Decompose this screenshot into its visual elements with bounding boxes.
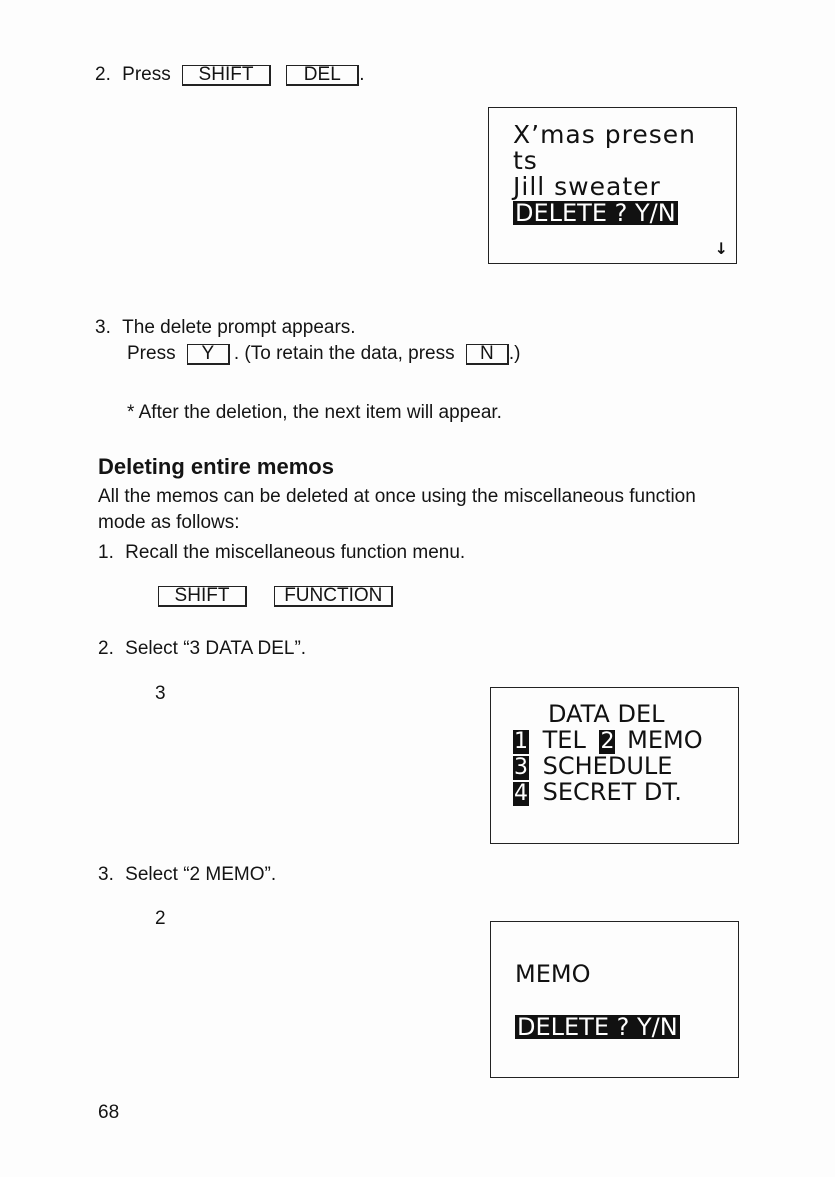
lcd-line-3: Jill sweater xyxy=(513,172,661,201)
step-number: 3. xyxy=(95,317,111,338)
step-number: 2. xyxy=(95,64,111,85)
step-number: 3. xyxy=(98,864,114,885)
lcd-screen-memo-delete xyxy=(490,921,739,1078)
function-key: FUNCTION xyxy=(274,586,393,607)
option-2-badge: 2 xyxy=(600,729,615,754)
scroll-down-arrow-icon: ↓ xyxy=(714,239,728,258)
shift-key: SHIFT xyxy=(158,586,247,607)
closing-text: .) xyxy=(508,343,521,364)
n-key: N xyxy=(466,344,509,365)
lcd-screen-data-del-menu xyxy=(490,687,739,844)
step-text: The delete prompt appears. xyxy=(122,317,356,338)
menu-row-1 xyxy=(513,728,703,754)
step2-press-line xyxy=(95,62,365,88)
menu-row-2 xyxy=(513,754,672,780)
delete-prompt: DELETE ? Y/N xyxy=(515,199,676,227)
step-number: 1. xyxy=(98,542,114,563)
step-number: 2. xyxy=(98,638,114,659)
memo-label: MEMO xyxy=(515,960,591,988)
menu-keys-line xyxy=(158,583,393,609)
step-text: Recall the miscellaneous function menu. xyxy=(125,542,466,563)
section-intro-line1: All the memos can be deleted at once using the miscellaneous function xyxy=(98,486,696,507)
menu-row-3 xyxy=(513,780,682,806)
step2-line xyxy=(98,636,306,662)
option-tel: TEL xyxy=(542,726,586,754)
option-3-badge: 3 xyxy=(514,755,528,780)
input-key-2: 2 xyxy=(155,908,166,929)
lcd-screen-delete-item xyxy=(488,107,737,264)
lcd-line-2: ts xyxy=(513,146,538,175)
step-text: Select “2 MEMO”. xyxy=(125,864,277,885)
option-secret-dt: SECRET DT. xyxy=(542,778,682,806)
retain-text: . (To retain the data, press xyxy=(233,343,455,364)
deletion-note: * After the deletion, the next item will appear. xyxy=(127,402,502,423)
option-1-badge: 1 xyxy=(514,729,528,754)
option-schedule: SCHEDULE xyxy=(542,752,673,780)
del-key: DEL xyxy=(286,65,359,86)
page-number: 68 xyxy=(98,1102,120,1123)
press-label: Press xyxy=(127,343,176,364)
press-label: Press xyxy=(122,64,171,85)
option-memo: MEMO xyxy=(627,726,703,754)
section-intro-line2: mode as follows: xyxy=(98,512,240,533)
step3-line1 xyxy=(95,315,356,341)
input-key-3: 3 xyxy=(155,683,166,704)
step3-line2 xyxy=(127,341,520,367)
period: . xyxy=(359,64,365,85)
option-4-badge: 4 xyxy=(514,781,528,806)
lcd-line-1: X’mas presen xyxy=(513,120,696,149)
y-key: Y xyxy=(187,344,230,365)
menu-title: DATA DEL xyxy=(548,700,665,728)
step3-select-line xyxy=(98,862,276,888)
step1-line xyxy=(98,540,465,566)
shift-key: SHIFT xyxy=(182,65,271,86)
delete-prompt: DELETE ? Y/N xyxy=(517,1013,678,1041)
step-text: Select “3 DATA DEL”. xyxy=(125,638,307,659)
section-title: Deleting entire memos xyxy=(98,454,334,479)
